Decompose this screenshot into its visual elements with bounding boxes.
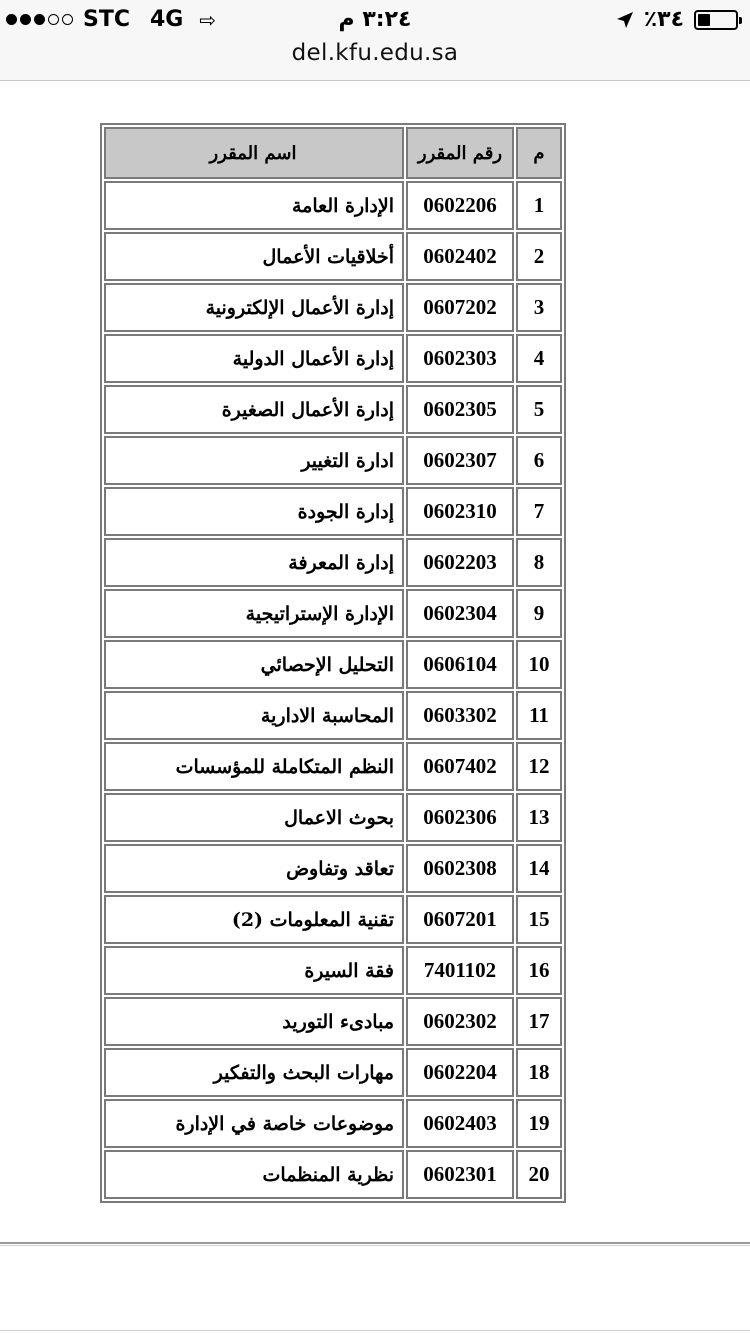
course-name: إدارة الأعمال الدولية <box>104 334 404 383</box>
course-code: 7401102 <box>406 946 514 995</box>
row-num: 1 <box>516 181 562 230</box>
table-row <box>104 589 562 638</box>
course-name: تقنية المعلومات (2) <box>104 895 404 944</box>
browser-address-bar[interactable] <box>0 40 750 81</box>
row-num: 10 <box>516 640 562 689</box>
course-name: مبادىء التوريد <box>104 997 404 1046</box>
row-num: 12 <box>516 742 562 791</box>
table-row <box>104 181 562 230</box>
course-code: 0607402 <box>406 742 514 791</box>
row-num: 9 <box>516 589 562 638</box>
course-name: إدارة المعرفة <box>104 538 404 587</box>
row-num: 16 <box>516 946 562 995</box>
course-code: 0602302 <box>406 997 514 1046</box>
course-name: النظم المتكاملة للمؤسسات <box>104 742 404 791</box>
course-code: 0602206 <box>406 181 514 230</box>
course-code: 0606104 <box>406 640 514 689</box>
header-course-name: اسم المقرر <box>104 127 404 179</box>
course-code: 0602307 <box>406 436 514 485</box>
course-code: 0602304 <box>406 589 514 638</box>
course-code: 0607201 <box>406 895 514 944</box>
header-course-code: رقم المقرر <box>406 127 514 179</box>
location-arrow-icon <box>616 11 634 29</box>
row-num: 11 <box>516 691 562 740</box>
course-name: إدارة الأعمال الإلكترونية <box>104 283 404 332</box>
table-row <box>104 1150 562 1199</box>
table-row <box>104 946 562 995</box>
course-name: تعاقد وتفاوض <box>104 844 404 893</box>
table-row <box>104 691 562 740</box>
course-name: الإدارة العامة <box>104 181 404 230</box>
row-num: 5 <box>516 385 562 434</box>
row-num: 6 <box>516 436 562 485</box>
page-divider <box>0 1330 750 1331</box>
course-code: 0602301 <box>406 1150 514 1199</box>
table-row <box>104 232 562 281</box>
table-row <box>104 895 562 944</box>
status-bar <box>0 0 750 40</box>
course-name: إدارة الأعمال الصغيرة <box>104 385 404 434</box>
row-num: 15 <box>516 895 562 944</box>
course-name: أخلاقيات الأعمال <box>104 232 404 281</box>
course-name: التحليل الإحصائي <box>104 640 404 689</box>
status-right <box>616 7 738 32</box>
status-time: ٣:٢٤ م <box>338 7 412 32</box>
course-code: 0602203 <box>406 538 514 587</box>
course-code: 0602204 <box>406 1048 514 1097</box>
course-name: نظرية المنظمات <box>104 1150 404 1199</box>
course-name: إدارة الجودة <box>104 487 404 536</box>
battery-icon <box>694 10 738 30</box>
table-row <box>104 436 562 485</box>
table-row <box>104 793 562 842</box>
course-code: 0602306 <box>406 793 514 842</box>
table-header-row <box>104 127 562 179</box>
course-name: ادارة التغيير <box>104 436 404 485</box>
course-code: 0607202 <box>406 283 514 332</box>
course-code: 0602402 <box>406 232 514 281</box>
row-num: 18 <box>516 1048 562 1097</box>
table-row <box>104 997 562 1046</box>
header-num: م <box>516 127 562 179</box>
row-num: 13 <box>516 793 562 842</box>
table-row <box>104 640 562 689</box>
course-name: موضوعات خاصة في الإدارة <box>104 1099 404 1148</box>
course-name: فقة السيرة <box>104 946 404 995</box>
table-row <box>104 487 562 536</box>
row-num: 4 <box>516 334 562 383</box>
network-type: 4G <box>150 7 184 32</box>
table-row <box>104 334 562 383</box>
row-num: 7 <box>516 487 562 536</box>
table-row <box>104 1099 562 1148</box>
course-code: 0602305 <box>406 385 514 434</box>
row-num: 8 <box>516 538 562 587</box>
table-row <box>104 1048 562 1097</box>
battery-percent: ٪٣٤ <box>643 7 684 32</box>
row-num: 14 <box>516 844 562 893</box>
table-row <box>104 742 562 791</box>
course-name: المحاسبة الادارية <box>104 691 404 740</box>
table-row <box>104 538 562 587</box>
table-row <box>104 844 562 893</box>
table-row <box>104 385 562 434</box>
row-num: 2 <box>516 232 562 281</box>
row-num: 17 <box>516 997 562 1046</box>
page-divider <box>0 1242 750 1246</box>
battery-fill <box>698 14 710 26</box>
carrier-name: STC <box>83 7 130 32</box>
course-code: 0602308 <box>406 844 514 893</box>
course-code: 0602303 <box>406 334 514 383</box>
course-name: مهارات البحث والتفكير <box>104 1048 404 1097</box>
courses-table <box>100 123 566 1203</box>
table-row <box>104 283 562 332</box>
row-num: 20 <box>516 1150 562 1199</box>
course-code: 0602310 <box>406 487 514 536</box>
row-num: 3 <box>516 283 562 332</box>
course-code: 0602403 <box>406 1099 514 1148</box>
course-code: 0603302 <box>406 691 514 740</box>
url-text[interactable]: del.kfu.edu.sa <box>291 40 459 66</box>
course-name: بحوث الاعمال <box>104 793 404 842</box>
sync-arrow-icon: ⇨ <box>199 7 217 32</box>
row-num: 19 <box>516 1099 562 1148</box>
course-name: الإدارة الإستراتيجية <box>104 589 404 638</box>
